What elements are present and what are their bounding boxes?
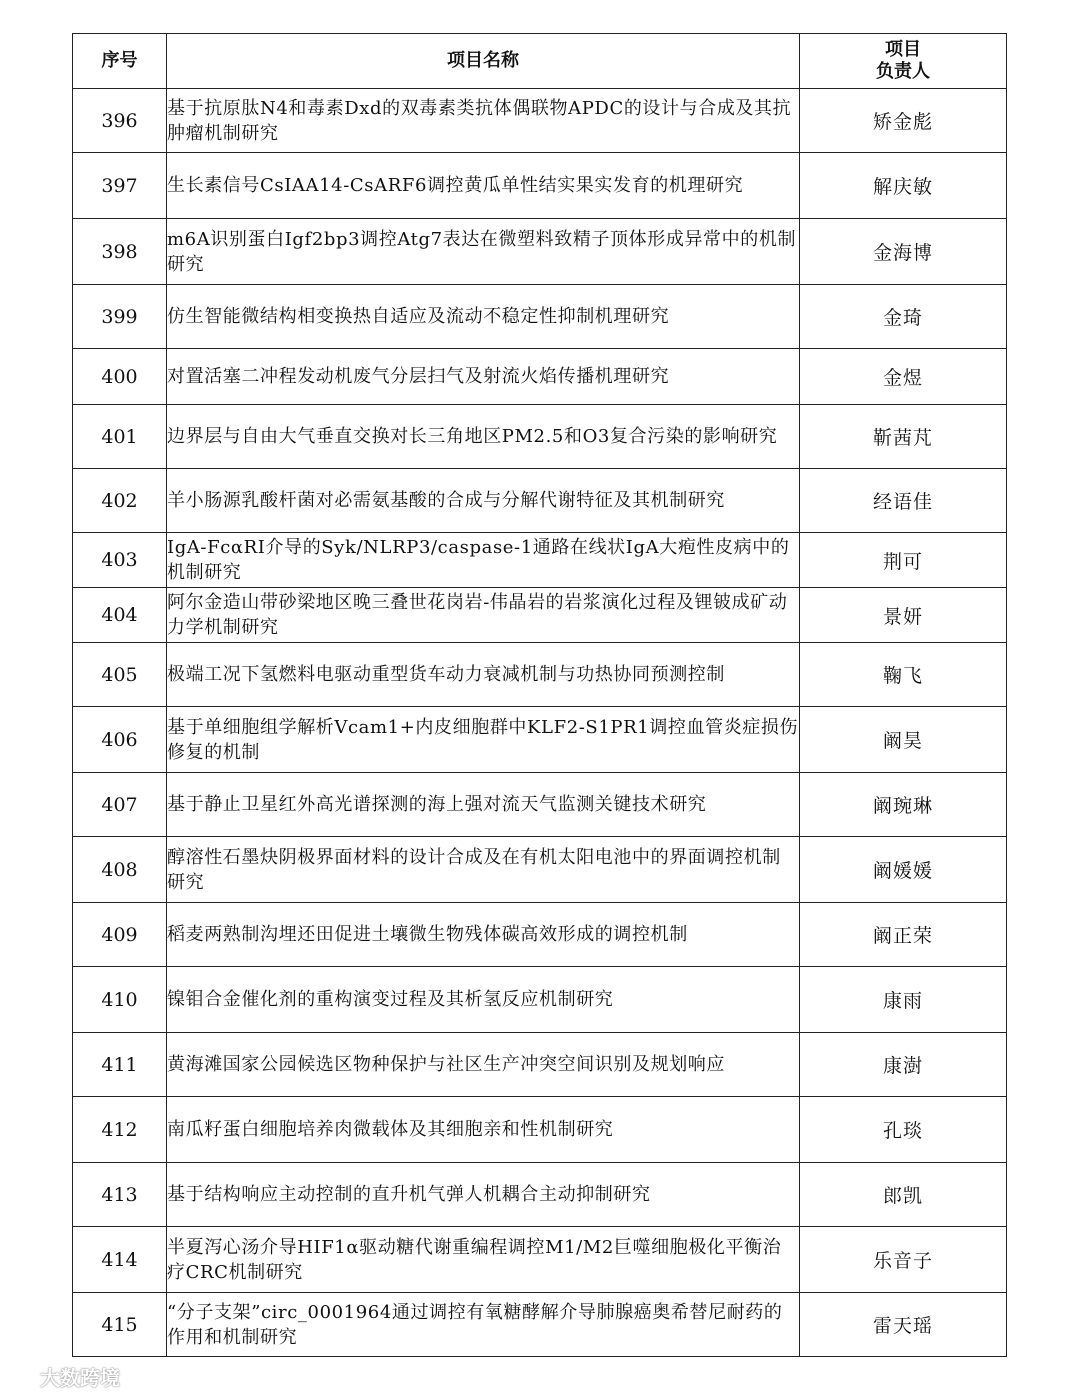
row-project-leader: 矫金彪 — [800, 89, 1007, 153]
table-row — [73, 349, 1007, 405]
row-project-name: 边界层与自由大气垂直交换对长三角地区PM2.5和O3复合污染的影响研究 — [167, 405, 800, 469]
row-project-name: 基于单细胞组学解析Vcam1+内皮细胞群中KLF2-S1PR1调控血管炎症损伤修复的机制 — [167, 707, 800, 773]
row-project-leader: 景妍 — [800, 588, 1007, 643]
row-project-leader: 解庆敏 — [800, 153, 1007, 219]
row-seq: 404 — [73, 588, 167, 643]
row-project-leader: 金琦 — [800, 285, 1007, 349]
row-project-name: 稻麦两熟制沟埋还田促进土壤微生物残体碳高效形成的调控机制 — [167, 903, 800, 967]
header-seq: 序号 — [73, 34, 167, 89]
row-project-leader: 荆可 — [800, 533, 1007, 588]
row-project-leader: 阚琬琳 — [800, 773, 1007, 837]
table-row — [73, 1293, 1007, 1357]
row-project-leader: 靳茜芃 — [800, 405, 1007, 469]
table-body — [73, 89, 1007, 1357]
row-seq: 413 — [73, 1163, 167, 1227]
row-seq: 403 — [73, 533, 167, 588]
row-project-name: IgA-FcαRI介导的Syk/NLRP3/caspase-1通路在线状IgA大疱性皮病中的机制研究 — [167, 533, 800, 588]
row-project-leader: 经语佳 — [800, 469, 1007, 533]
project-table — [72, 33, 1007, 1357]
row-seq: 410 — [73, 967, 167, 1033]
row-seq: 414 — [73, 1227, 167, 1293]
row-project-name: 仿生智能微结构相变换热自适应及流动不稳定性抑制机理研究 — [167, 285, 800, 349]
table-row — [73, 89, 1007, 153]
row-project-name: 对置活塞二冲程发动机废气分层扫气及射流火焰传播机理研究 — [167, 349, 800, 405]
row-project-leader: 孔琰 — [800, 1097, 1007, 1163]
table-row — [73, 1163, 1007, 1227]
row-seq: 405 — [73, 643, 167, 707]
row-seq: 401 — [73, 405, 167, 469]
row-project-name: 南瓜籽蛋白细胞培养肉微载体及其细胞亲和性机制研究 — [167, 1097, 800, 1163]
row-project-leader: 阚媛媛 — [800, 837, 1007, 903]
row-project-name: “分子支架”circ_0001964通过调控有氧糖酵解介导肺腺癌奥希替尼耐药的作用和机制研究 — [167, 1293, 800, 1357]
row-seq: 415 — [73, 1293, 167, 1357]
table-row — [73, 643, 1007, 707]
row-seq: 397 — [73, 153, 167, 219]
table-header-row — [73, 34, 1007, 89]
table-row — [73, 588, 1007, 643]
row-seq: 398 — [73, 219, 167, 285]
table-row — [73, 967, 1007, 1033]
watermark-text: 大数跨境 — [40, 1366, 120, 1390]
row-seq: 400 — [73, 349, 167, 405]
row-project-leader: 雷天瑶 — [800, 1293, 1007, 1357]
table-row — [73, 469, 1007, 533]
table-row — [73, 1097, 1007, 1163]
row-seq: 399 — [73, 285, 167, 349]
header-leader-line1: 项目 — [885, 39, 921, 60]
row-seq: 396 — [73, 89, 167, 153]
row-seq: 411 — [73, 1033, 167, 1097]
row-seq: 402 — [73, 469, 167, 533]
row-seq: 409 — [73, 903, 167, 967]
row-project-leader: 金煜 — [800, 349, 1007, 405]
row-project-name: 基于结构响应主动控制的直升机气弹人机耦合主动抑制研究 — [167, 1163, 800, 1227]
row-project-name: 半夏泻心汤介导HIF1α驱动糖代谢重编程调控M1/M2巨噬细胞极化平衡治疗CRC机制研究 — [167, 1227, 800, 1293]
table-row — [73, 837, 1007, 903]
row-project-leader: 乐音子 — [800, 1227, 1007, 1293]
table-row — [73, 1227, 1007, 1293]
table-row — [73, 903, 1007, 967]
header-project-leader — [800, 34, 1007, 89]
table-row — [73, 707, 1007, 773]
row-project-name: 基于静止卫星红外高光谱探测的海上强对流天气监测关键技术研究 — [167, 773, 800, 837]
row-project-name: 醇溶性石墨炔阴极界面材料的设计合成及在有机太阳电池中的界面调控机制研究 — [167, 837, 800, 903]
table-row — [73, 219, 1007, 285]
table-row — [73, 1033, 1007, 1097]
row-project-name: 羊小肠源乳酸杆菌对必需氨基酸的合成与分解代谢特征及其机制研究 — [167, 469, 800, 533]
row-project-leader: 鞠飞 — [800, 643, 1007, 707]
table-row — [73, 773, 1007, 837]
table-row — [73, 533, 1007, 588]
row-project-leader: 康雨 — [800, 967, 1007, 1033]
row-project-name: m6A识别蛋白Igf2bp3调控Atg7表达在微塑料致精子顶体形成异常中的机制研究 — [167, 219, 800, 285]
table-row — [73, 153, 1007, 219]
header-leader-line2: 负责人 — [876, 61, 930, 82]
speech-bubble-logo-icon — [6, 1365, 36, 1389]
row-project-leader: 康澍 — [800, 1033, 1007, 1097]
row-project-name: 阿尔金造山带砂梁地区晚三叠世花岗岩-伟晶岩的岩浆演化过程及锂铍成矿动力学机制研究 — [167, 588, 800, 643]
header-project-name: 项目名称 — [167, 34, 800, 89]
table-row — [73, 285, 1007, 349]
table-row — [73, 405, 1007, 469]
row-project-leader: 阚正荣 — [800, 903, 1007, 967]
row-project-name: 基于抗原肽N4和毒素Dxd的双毒素类抗体偶联物APDC的设计与合成及其抗肿瘤机制研究 — [167, 89, 800, 153]
row-project-name: 生长素信号CsIAA14-CsARF6调控黄瓜单性结实果实发育的机理研究 — [167, 153, 800, 219]
row-project-leader: 阚昊 — [800, 707, 1007, 773]
row-seq: 407 — [73, 773, 167, 837]
watermark — [6, 1362, 120, 1391]
row-seq: 412 — [73, 1097, 167, 1163]
row-project-leader: 郎凯 — [800, 1163, 1007, 1227]
row-project-name: 镍钼合金催化剂的重构演变过程及其析氢反应机制研究 — [167, 967, 800, 1033]
row-project-leader: 金海博 — [800, 219, 1007, 285]
row-project-name: 极端工况下氢燃料电驱动重型货车动力衰减机制与功热协同预测控制 — [167, 643, 800, 707]
row-seq: 406 — [73, 707, 167, 773]
row-project-name: 黄海滩国家公园候选区物种保护与社区生产冲突空间识别及规划响应 — [167, 1033, 800, 1097]
row-seq: 408 — [73, 837, 167, 903]
